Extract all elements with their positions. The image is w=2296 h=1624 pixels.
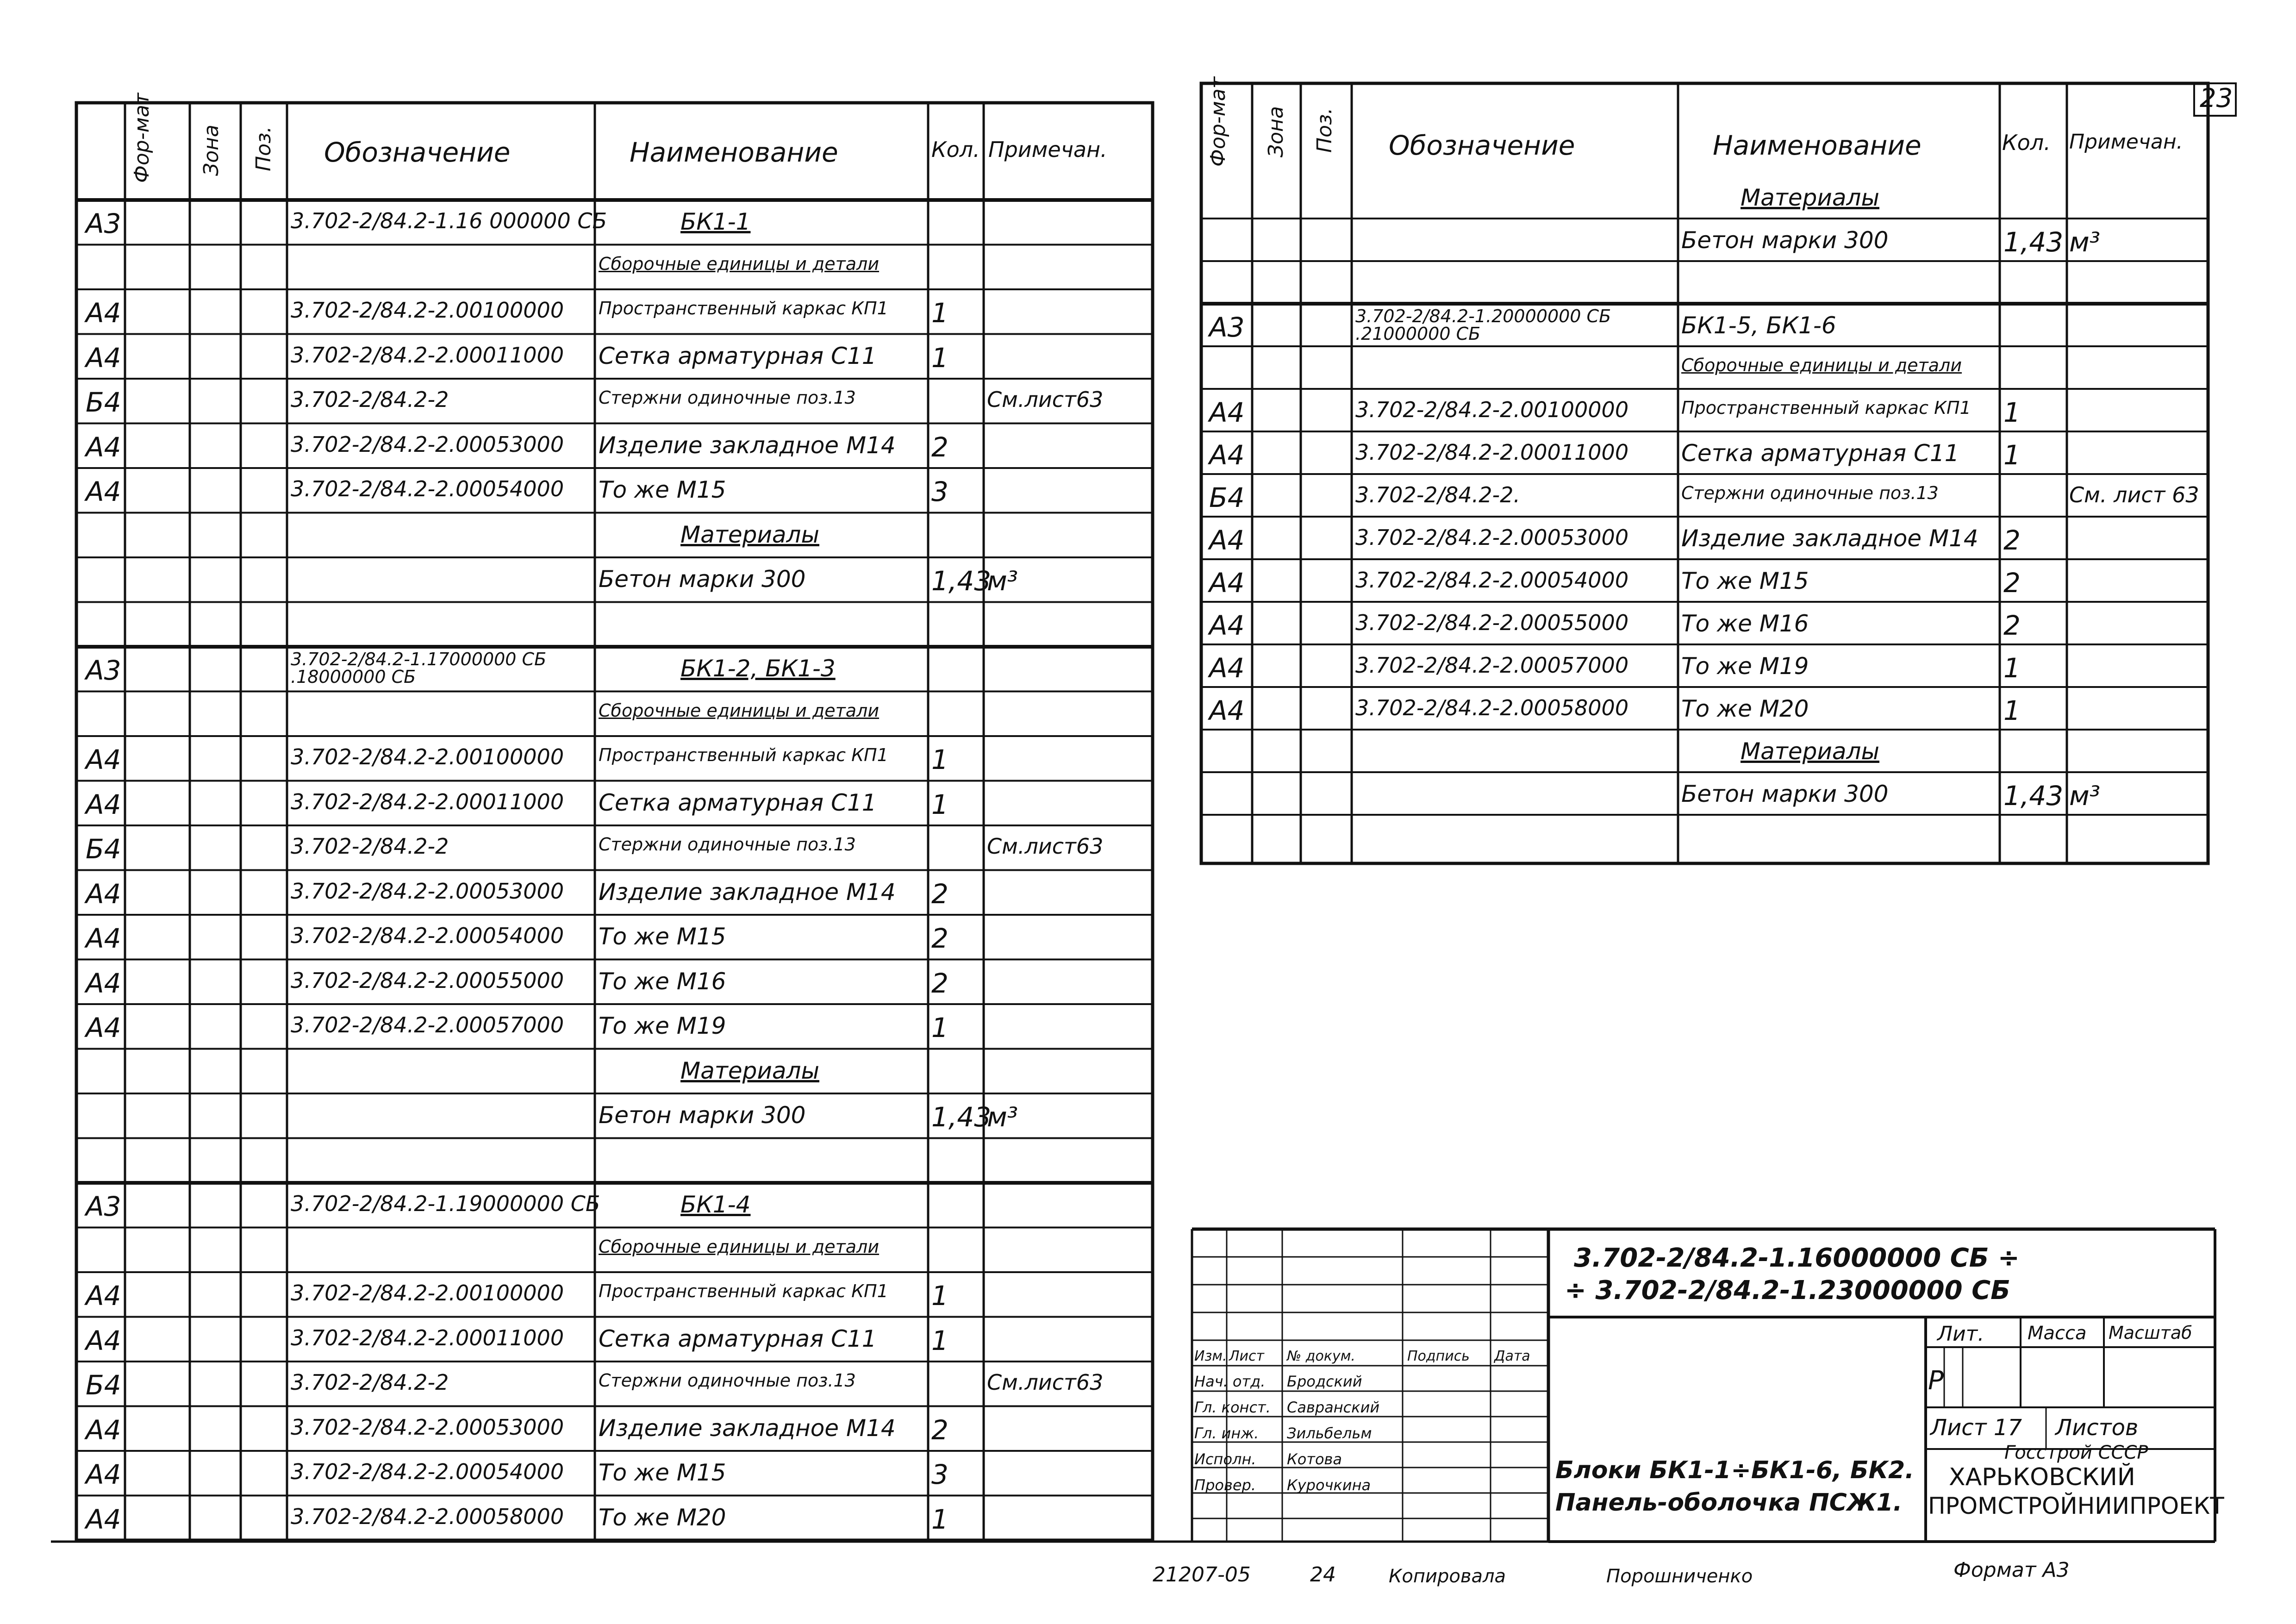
cell-qty: 1 — [2003, 652, 2021, 684]
cell-name: То же М15 — [1681, 568, 1809, 594]
cell-name: Бетон марки 300 — [1681, 227, 1889, 254]
cell-designation: 3.702-2/84.2-2. — [1355, 482, 1520, 507]
cell-name: То же М16 — [599, 968, 726, 995]
cell-name: БК1-4 — [680, 1191, 751, 1218]
cell-designation: 3.702-2/84.2-2.00011000 — [1355, 440, 1629, 465]
cell-designation: 3.702-2/84.2-1.19000000 СБ — [291, 1191, 600, 1216]
cell-fmt: А4 — [86, 431, 121, 463]
drawing-title-1: Блоки БК1-1÷БК1-6, БК2. — [1555, 1456, 1914, 1484]
cell-name: БК1-1 — [680, 208, 751, 235]
cell-designation: 3.702-2/84.2-2.00053000 — [291, 1414, 564, 1440]
cell-name: Сетка арматурная С11 — [1681, 440, 1959, 467]
cell-fmt: А4 — [86, 744, 121, 775]
cell-fmt: Б4 — [86, 387, 121, 418]
cell-qty: 1 — [931, 788, 948, 820]
cell-name: Стержни одиночные поз.13 — [599, 1370, 856, 1391]
cell-designation: 3.702-2/84.2-2.00055000 — [1355, 610, 1629, 635]
cell-fmt: А4 — [86, 1280, 121, 1312]
cell-fmt: А4 — [1209, 397, 1245, 428]
cell-fmt: А4 — [1209, 695, 1245, 726]
cell-name: Изделие закладное М14 — [1681, 525, 1978, 552]
cell-name: То же М20 — [599, 1504, 726, 1531]
cell-fmt: А4 — [86, 1503, 121, 1535]
stamp-header: Дата — [1494, 1348, 1530, 1364]
cell-designation: 3.702-2/84.2-2.00011000 — [291, 342, 564, 368]
cell-qty: 1 — [2003, 397, 2021, 428]
cell-name: То же М19 — [1681, 653, 1809, 680]
cell-note: См.лист63 — [987, 387, 1104, 412]
document-code-1: 3.702-2/84.2-1.16000000 СБ ÷ — [1574, 1243, 2020, 1273]
cell-designation: 3.702-2/84.2-2.00054000 — [291, 1459, 564, 1484]
cell-fmt: А3 — [86, 208, 121, 239]
header-name-right: Наименование — [1713, 130, 1922, 161]
cell-name: Пространственный каркас КП1 — [599, 298, 888, 319]
cell-fmt: А3 — [86, 1191, 121, 1222]
cell-qty: 2 — [931, 967, 948, 999]
cell-name: То же М19 — [599, 1012, 726, 1039]
cell-fmt: А4 — [86, 476, 121, 507]
cell-designation: 3.702-2/84.2-2 — [291, 1370, 449, 1395]
cell-qty: 3 — [931, 476, 948, 507]
cell-name: БК1-2, БК1-3 — [680, 655, 836, 682]
cell-name: Сетка арматурная С11 — [599, 342, 877, 369]
cell-fmt: А4 — [1209, 439, 1245, 471]
cell-qty: 1,43 — [2003, 780, 2064, 812]
mass-label: Масса — [2028, 1323, 2087, 1344]
cell-note: м³ — [2069, 780, 2101, 812]
stamp-role: Исполн. — [1194, 1450, 1256, 1468]
stamp-person: Зильбельм — [1287, 1424, 1372, 1442]
cell-name: Бетон марки 300 — [599, 1102, 806, 1129]
cell-designation: 3.702-2/84.2-2.00054000 — [291, 476, 564, 501]
cell-name: БК1-5, БК1-6 — [1681, 312, 1836, 339]
stamp-person: Савранский — [1287, 1399, 1380, 1416]
cell-qty: 2 — [2003, 610, 2021, 641]
cell-note: См. лист 63 — [2069, 482, 2199, 507]
cell-designation: 3.702-2/84.2-2 — [291, 834, 449, 859]
cell-note: м³ — [987, 565, 1018, 597]
header-zone-right: Зона — [1264, 106, 1288, 157]
cell-fmt: А4 — [1209, 525, 1245, 556]
cell-qty: 1 — [931, 1012, 948, 1043]
cell-fmt: А4 — [86, 297, 121, 329]
cell-name: Материалы — [1741, 738, 1879, 765]
cell-designation: 3.702-2/84.2-1.17000000 СБ .18000000 СБ — [291, 649, 547, 687]
cell-note: См.лист63 — [987, 1370, 1104, 1395]
cell-name: Сетка арматурная С11 — [599, 789, 877, 816]
cell-name: Бетон марки 300 — [1681, 781, 1889, 807]
stamp-role: Нач. отд. — [1194, 1373, 1266, 1390]
cell-qty: 1 — [931, 1503, 948, 1535]
sheets-label: Листов — [2055, 1415, 2139, 1441]
stamp-header: Лист — [1229, 1348, 1265, 1364]
document-code-2: ÷ 3.702-2/84.2-1.23000000 СБ — [1565, 1275, 2010, 1305]
cell-name: Стержни одиночные поз.13 — [599, 387, 856, 408]
cell-qty: 1 — [931, 1324, 948, 1356]
footer-copied: Копировала — [1389, 1566, 1506, 1587]
cell-qty: 1 — [931, 1280, 948, 1312]
cell-fmt: А4 — [86, 1324, 121, 1356]
cell-designation: 3.702-2/84.2-2.00058000 — [291, 1504, 564, 1529]
cell-fmt: А4 — [1209, 567, 1245, 599]
cell-name: Изделие закладное М14 — [599, 431, 896, 459]
cell-qty: 3 — [931, 1459, 948, 1490]
header-pos-right: Поз. — [1313, 107, 1336, 153]
cell-fmt: Б4 — [86, 833, 121, 865]
footer-page: 24 — [1310, 1563, 1336, 1587]
cell-qty: 1,43 — [931, 565, 992, 597]
org-line-2: ХАРЬКОВСКИЙ — [1949, 1463, 2135, 1491]
cell-designation: 3.702-2/84.2-2.00053000 — [291, 431, 564, 457]
cell-name: Материалы — [680, 1057, 819, 1084]
cell-name: Сборочные единицы и детали — [599, 253, 880, 274]
cell-name: То же М15 — [599, 476, 726, 503]
cell-fmt: А4 — [86, 342, 121, 374]
header-designation-right: Обозначение — [1389, 130, 1575, 161]
drawing-title-2: Панель-оболочка ПСЖ1. — [1555, 1489, 1903, 1517]
header-name: Наименование — [630, 137, 838, 168]
cell-fmt: Б4 — [86, 1369, 121, 1401]
cell-designation: 3.702-2/84.2-2.00053000 — [291, 878, 564, 904]
cell-name: Сборочные единицы и детали — [599, 1236, 880, 1257]
cell-fmt: А3 — [1209, 312, 1245, 343]
header-note: Примечан. — [988, 137, 1107, 162]
cell-qty: 1 — [931, 297, 948, 329]
cell-designation: 3.702-2/84.2-2.00055000 — [291, 968, 564, 993]
cell-fmt: А4 — [86, 1459, 121, 1490]
header-qty: Кол. — [931, 137, 980, 162]
cell-qty: 1 — [2003, 439, 2021, 471]
cell-name: Стержни одиночные поз.13 — [599, 834, 856, 855]
cell-designation: 3.702-2/84.2-2.00100000 — [291, 744, 564, 769]
header-designation: Обозначение — [324, 137, 511, 168]
cell-name: Изделие закладное М14 — [599, 1414, 896, 1442]
stamp-header: Подпись — [1407, 1348, 1470, 1364]
cell-qty: 1 — [931, 744, 948, 775]
cell-name: То же М16 — [1681, 610, 1809, 637]
header-zone: Зона — [200, 125, 223, 176]
cell-qty: 2 — [931, 1414, 948, 1446]
cell-name: Стержни одиночные поз.13 — [1681, 483, 1939, 503]
scale-label: Масштаб — [2109, 1323, 2192, 1343]
cell-designation: 3.702-2/84.2-2.00057000 — [1355, 653, 1629, 678]
cell-qty: 2 — [931, 878, 948, 910]
cell-designation: 3.702-2/84.2-2.00011000 — [291, 789, 564, 814]
stamp-person: Котова — [1287, 1450, 1342, 1468]
cell-fmt: А3 — [86, 655, 121, 686]
cell-note: См.лист63 — [987, 834, 1104, 859]
cell-name: Бетон марки 300 — [599, 566, 806, 593]
sheet-label: Лист 17 — [1930, 1415, 2022, 1441]
cell-designation: 3.702-2/84.2-2.00057000 — [291, 1012, 564, 1037]
cell-designation: 3.702-2/84.2-1.20000000 СБ .21000000 СБ — [1355, 306, 1611, 344]
cell-designation: 3.702-2/84.2-2.00053000 — [1355, 525, 1629, 550]
header-pos: Поз. — [252, 126, 275, 171]
cell-fmt: А4 — [86, 967, 121, 999]
cell-designation: 3.702-2/84.2-2.00054000 — [1355, 568, 1629, 593]
cell-designation: 3.702-2/84.2-2.00100000 — [291, 298, 564, 323]
cell-fmt: Б4 — [1209, 482, 1245, 513]
org-line-3: ПРОМСТРОЙНИИПРОЕКТ — [1928, 1493, 2224, 1519]
cell-qty: 2 — [2003, 567, 2021, 599]
stamp-header: № докум. — [1287, 1348, 1355, 1364]
cell-name: Материалы — [1741, 184, 1879, 211]
stamp-person: Курочкина — [1287, 1476, 1371, 1494]
cell-designation: 3.702-2/84.2-2.00100000 — [1355, 397, 1629, 422]
cell-designation: 3.702-2/84.2-2.00058000 — [1355, 695, 1629, 720]
footer-format: Формат А3 — [1953, 1558, 2070, 1582]
org-line-1: Госстрой СССР — [2004, 1442, 2148, 1463]
cell-name: Материалы — [680, 521, 819, 548]
cell-name: Сборочные единицы и детали — [1681, 355, 1962, 375]
cell-name: Пространственный каркас КП1 — [599, 745, 888, 765]
stamp-role: Гл. конст. — [1194, 1399, 1271, 1416]
header-format-right: Фор-мат — [1206, 76, 1230, 167]
cell-name: То же М15 — [599, 1459, 726, 1486]
cell-note: м³ — [987, 1101, 1018, 1133]
lit-label: Лит. — [1937, 1322, 1984, 1346]
cell-qty: 2 — [931, 431, 948, 463]
stamp-role: Провер. — [1194, 1476, 1256, 1494]
header-note-right: Примечан. — [2069, 130, 2183, 154]
cell-name: То же М15 — [599, 923, 726, 950]
cell-fmt: А4 — [86, 923, 121, 954]
stamp-person: Бродский — [1287, 1373, 1362, 1390]
cell-note: м³ — [2069, 226, 2101, 258]
cell-fmt: А4 — [86, 788, 121, 820]
cell-designation: 3.702-2/84.2-2.00054000 — [291, 923, 564, 948]
footer-code: 21207-05 — [1153, 1563, 1251, 1587]
cell-name: Изделие закладное М14 — [599, 878, 896, 906]
cell-qty: 2 — [2003, 525, 2021, 556]
header-format: Фор-мат — [130, 93, 154, 183]
stamp-header: Изм. — [1194, 1348, 1227, 1364]
cell-qty: 2 — [931, 923, 948, 954]
stamp-role: Гл. инж. — [1194, 1424, 1259, 1442]
cell-name: Сборочные единицы и детали — [599, 700, 880, 721]
cell-name: Пространственный каркас КП1 — [599, 1281, 888, 1301]
cell-fmt: А4 — [1209, 610, 1245, 641]
cell-qty: 1 — [2003, 695, 2021, 726]
cell-fmt: А4 — [1209, 652, 1245, 684]
cell-qty: 1,43 — [931, 1101, 992, 1133]
cell-fmt: А4 — [86, 1012, 121, 1043]
cell-name: Пространственный каркас КП1 — [1681, 398, 1971, 418]
cell-designation: 3.702-2/84.2-1.16 000000 СБ — [291, 208, 607, 233]
footer-copier: Порошниченко — [1606, 1566, 1753, 1587]
cell-designation: 3.702-2/84.2-2.00100000 — [291, 1280, 564, 1305]
cell-fmt: А4 — [86, 1414, 121, 1446]
cell-designation: 3.702-2/84.2-2.00011000 — [291, 1325, 564, 1350]
page-number: 23 — [2200, 83, 2233, 113]
cell-name: То же М20 — [1681, 695, 1809, 722]
cell-qty: 1,43 — [2003, 226, 2064, 258]
cell-fmt: А4 — [86, 878, 121, 910]
cell-qty: 1 — [931, 342, 948, 374]
header-qty-right: Кол. — [2002, 130, 2051, 155]
cell-designation: 3.702-2/84.2-2 — [291, 387, 449, 412]
cell-name: Сетка арматурная С11 — [599, 1325, 877, 1352]
lit-value: Р — [1928, 1366, 1944, 1396]
